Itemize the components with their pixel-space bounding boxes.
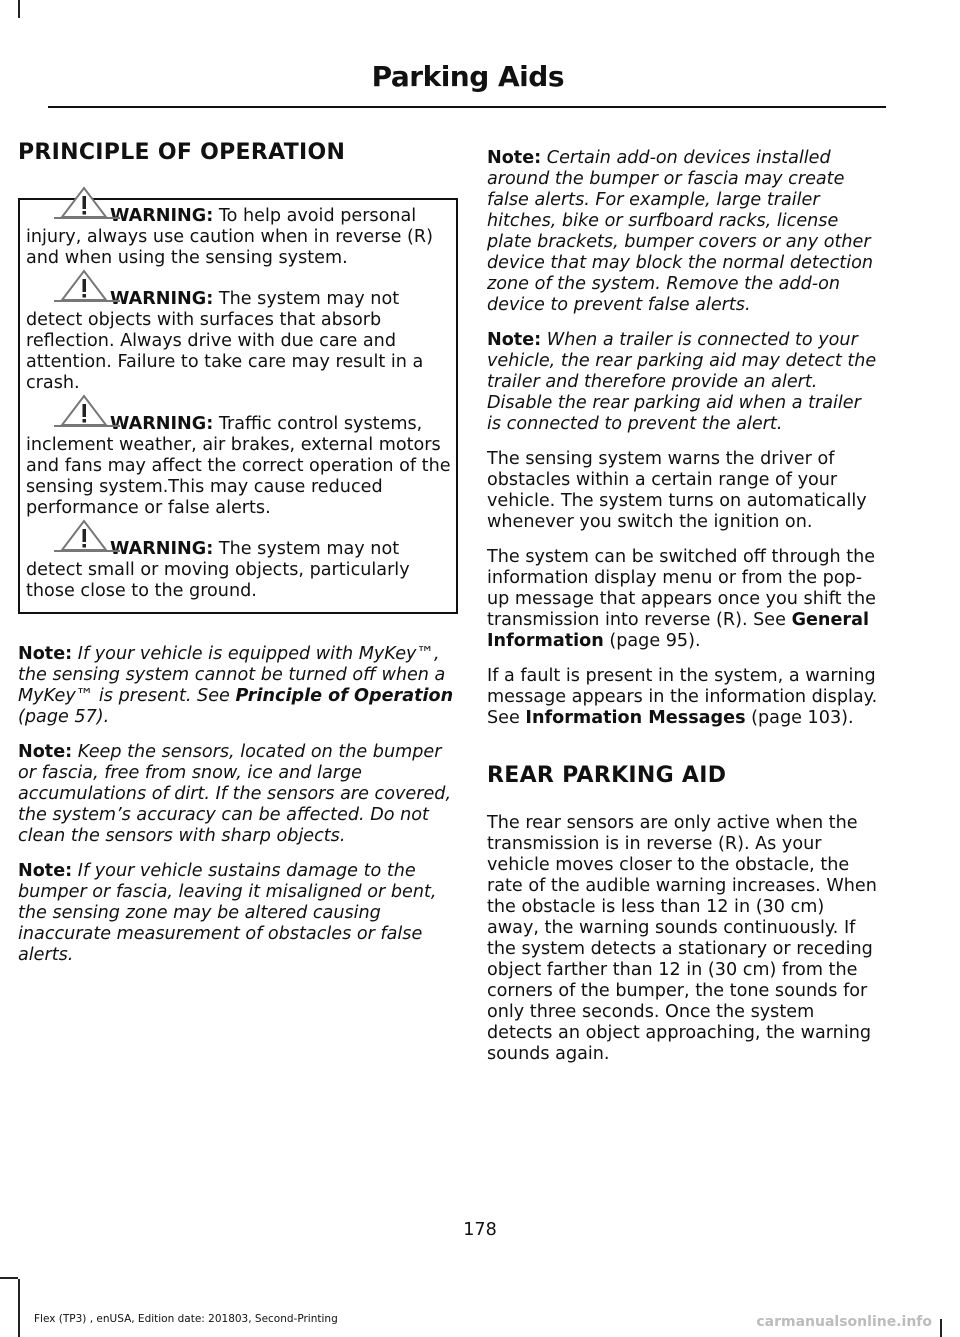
right-column (487, 140, 880, 1065)
warning-text: The system may not detect objects with surfaces that absorb reflection. Always drive with due care and attention. Failure to take care may result in a crash. (26, 289, 424, 393)
footer-edition-info: Flex (TP3) , enUSA, Edition date: 201803, Second-Printing (34, 1313, 338, 1325)
warning-box (18, 198, 458, 614)
note-text: Certain add-on devices installed around the bumper or fascia may create false alerts. For example, large trailer hitches, bike or surfboard racks, license plate brackets, bumper covers or any other device that may block the normal detection zone of the system. Remove the add-on device to prevent false alerts. (487, 148, 874, 315)
warning-4 (20, 539, 456, 602)
section-heading-rear-parking-aid: REAR PARKING AID (487, 763, 727, 788)
note-label: Note: (18, 861, 73, 881)
note-label: Note: (18, 742, 73, 762)
page-reference: (page 57). (18, 707, 110, 727)
warning-3 (20, 414, 456, 519)
warning-triangle-icon (52, 519, 122, 553)
cross-reference-link[interactable]: Information Messages (525, 708, 746, 728)
note-text: If your vehicle sustains damage to the bumper or fascia, leaving it misaligned or bent, the sensing zone may be altered causing inaccurate measurement of obstacles or false alerts. (18, 861, 437, 965)
left-column (18, 140, 458, 966)
note-label: Note: (487, 330, 542, 350)
note-label: Note: (18, 644, 73, 664)
warning-label: WARNING: (110, 289, 214, 309)
warning-label: WARNING: (110, 206, 214, 226)
chapter-title: Parking Aids (371, 60, 564, 93)
warning-triangle-icon (52, 186, 122, 220)
warning-text: The system may not detect small or moving objects, particularly those close to the ground. (26, 539, 410, 601)
watermark: carmanualsonline.info (756, 1314, 932, 1330)
warning-2 (20, 289, 456, 394)
page-reference: (page 103). (745, 708, 854, 728)
paragraph-text: If a fault is present in the system, a warning message appears in the information display. See (487, 666, 878, 728)
warning-label: WARNING: (110, 539, 214, 559)
crop-mark-bottom-left-horizontal (0, 1277, 18, 1279)
note-text: When a trailer is connected to your vehicle, the rear parking aid may detect the trailer and therefore provide an alert. Disable the rear parking aid when a trailer is connected to prevent the alert. (487, 330, 877, 434)
note-label: Note: (487, 148, 542, 168)
cross-reference-link[interactable]: Principle of Operation (235, 686, 454, 706)
crop-mark-bottom-right (940, 1319, 942, 1337)
crop-mark-top-left (18, 0, 20, 18)
warning-text: To help avoid personal injury, always use caution when in reverse (R) and when using the sensing system. (26, 206, 433, 268)
paragraph-fault (487, 666, 880, 729)
crop-mark-bottom-left (18, 1279, 20, 1337)
note-text: Keep the sensors, located on the bumper or fascia, free from snow, ice and large accumulations of dirt. If the sensors are covered, the system’s accuracy can be affected. Do not clean the sensors with sharp objects. (18, 742, 452, 846)
note-add-on-devices (487, 148, 880, 316)
paragraph-switch-off (487, 547, 880, 652)
cross-reference-link[interactable]: General Information (487, 610, 869, 651)
section-heading-principle: PRINCIPLE OF OPERATION (18, 140, 346, 165)
note-text: If your vehicle is equipped with MyKey™, the sensing system cannot be turned off when a MyKey™ is present. See (18, 644, 446, 706)
header-rule (48, 106, 886, 108)
paragraph-rear-sensors: The rear sensors are only active when the transmission is in reverse (R). As your vehicle moves closer to the obstacle, the rate of the audible warning increases. When the obstacle is less than 12 in (30 cm) away, the warning sounds continuously. If the system detects a stationary or receding object farther than 12 in (30 cm) from the corners of the bumper, the tone sounds for only three seconds. Once the system detects an object approaching, the warning sounds again. (487, 813, 877, 1064)
warning-text: Traffic control systems, inclement weather, air brakes, external motors and fans may affect the correct operation of the sensing system.This may cause reduced performance or false alerts. (26, 414, 451, 518)
warning-1 (20, 206, 456, 269)
note-mykey (18, 644, 458, 728)
warning-label: WARNING: (110, 414, 214, 434)
note-trailer (487, 330, 880, 435)
note-sensors-clean (18, 742, 458, 847)
page-reference: (page 95). (603, 631, 701, 651)
page-number: 178 (463, 1220, 497, 1240)
warning-triangle-icon (52, 394, 122, 428)
warning-triangle-icon (52, 269, 122, 303)
paragraph-system-warns: The sensing system warns the driver of obstacles within a certain range of your vehicle. The system turns on automatically whenever you switch the ignition on. (487, 449, 867, 532)
note-damage (18, 861, 458, 966)
paragraph-text: The system can be switched off through the information display menu or from the pop-up message that appears once you shift the transmission into reverse (R). See (487, 547, 876, 630)
